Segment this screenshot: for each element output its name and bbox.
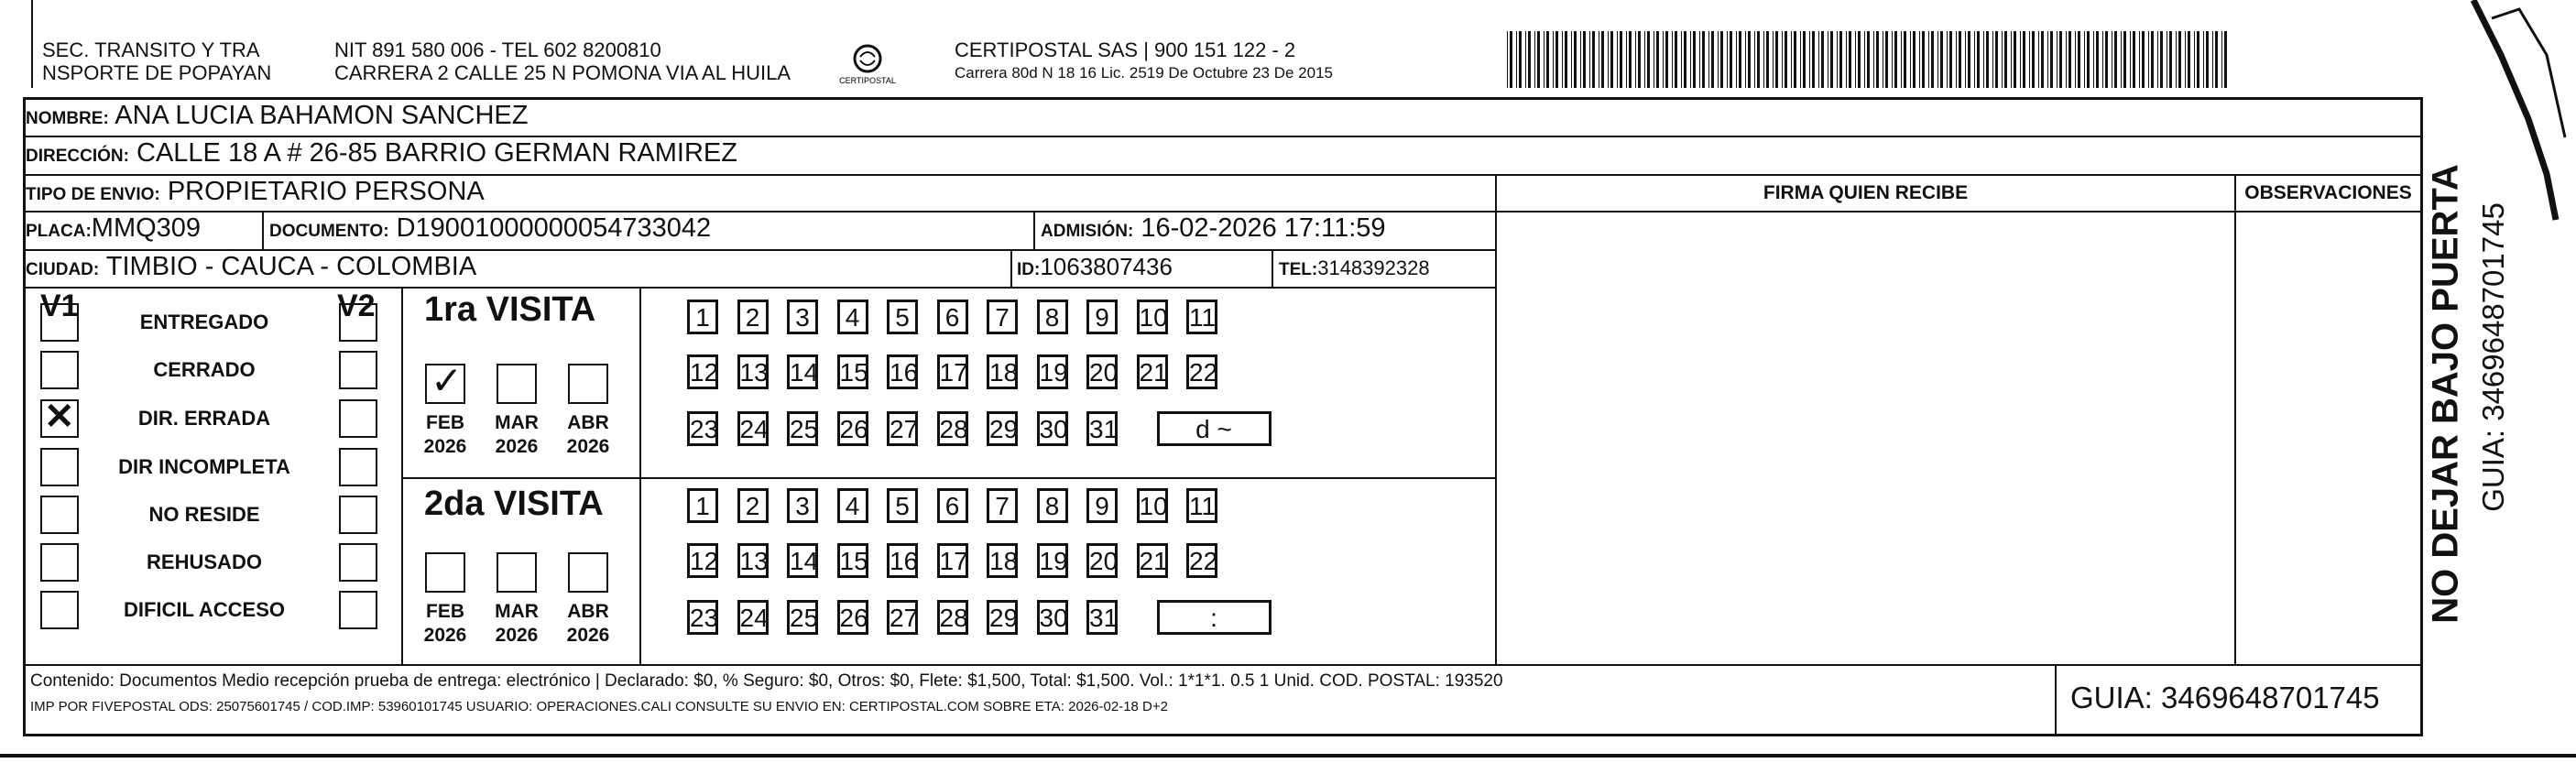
day-box[interactable]: 2 [737, 300, 769, 334]
status-v1-checkbox[interactable] [40, 543, 79, 582]
status-v2-checkbox[interactable] [339, 351, 377, 389]
row-direccion [26, 137, 2420, 176]
status-v1-checkbox[interactable] [40, 448, 79, 486]
id-divider [1010, 251, 1012, 287]
status-label: DIFICIL ACCESO [123, 598, 285, 621]
direccion-value: CALLE 18 A # 26-85 BARRIO GERMAN RAMIREZ [136, 138, 737, 168]
observaciones-header: OBSERVACIONES [2236, 176, 2420, 213]
day-box[interactable]: 3 [787, 300, 818, 334]
month-label: ABR [567, 601, 609, 622]
status-v1-checkbox[interactable] [40, 496, 79, 534]
day-box[interactable]: 28 [937, 600, 968, 635]
day-box[interactable]: 13 [737, 543, 769, 578]
month-checkbox[interactable] [497, 364, 537, 404]
ciudad-value: TIMBIO - CAUCA - COLOMBIA [105, 252, 477, 281]
day-box[interactable]: 27 [887, 411, 918, 446]
day-box[interactable]: 8 [1037, 488, 1068, 523]
month-label: ABR [567, 412, 609, 433]
time-box[interactable]: d ⁠~ [1157, 411, 1272, 446]
day-box[interactable]: 17 [937, 543, 968, 578]
direccion-label: DIRECCIÓN: [26, 147, 129, 166]
day-box[interactable]: 21 [1137, 543, 1168, 578]
day-box[interactable]: 25 [787, 600, 818, 635]
day-box[interactable]: 1 [687, 300, 718, 334]
month-label: FEB [426, 412, 464, 433]
day-box[interactable]: 4 [837, 300, 868, 334]
status-v2-checkbox[interactable] [339, 591, 377, 629]
firma-header: FIRMA QUIEN RECIBE [1497, 176, 2234, 213]
day-box[interactable]: 19 [1037, 354, 1068, 389]
month-checkbox[interactable] [425, 552, 465, 593]
status-v1-checkbox[interactable] [40, 351, 79, 389]
month-label: MAR [495, 412, 539, 433]
row-tipo [26, 176, 1495, 213]
month-checkbox[interactable] [568, 552, 608, 593]
row-nombre [26, 100, 2420, 137]
sender-line-2: NSPORTE DE POPAYAN [42, 61, 272, 84]
admision-value: 16-02-2026 17:11:59 [1141, 213, 1386, 243]
day-box[interactable]: 22 [1186, 543, 1217, 578]
documento-label: DOCUMENTO: [269, 222, 389, 241]
month-checkbox[interactable] [497, 552, 537, 593]
day-box[interactable]: 28 [937, 411, 968, 446]
day-box[interactable]: 29 [987, 600, 1018, 635]
status-label: ENTREGADO [139, 311, 269, 333]
svg-text:CERTIPOSTAL: CERTIPOSTAL [839, 76, 896, 85]
day-box[interactable]: 9 [1086, 300, 1118, 334]
footer-line-2: IMP POR FIVEPOSTAL ODS: 25075601745 / COD.IMP: 53960101745 USUARIO: OPERACIONES.CALI CONSULTE SU ENVIO EN: CERTIPOSTAL.COM SOBRE ETA: 2026-02-18 D+2 [30, 699, 1168, 714]
year-label: 2026 [566, 436, 610, 457]
row-ciudad [26, 251, 1495, 289]
v1-label: V1 [40, 289, 79, 323]
status-v1-checkbox[interactable] [40, 303, 79, 342]
day-box[interactable]: 23 [687, 600, 718, 635]
day-box[interactable]: 10 [1137, 300, 1168, 334]
day-box[interactable]: 23 [687, 411, 718, 446]
month-checkbox[interactable] [568, 364, 608, 404]
id-value: 1063807436 [1040, 253, 1173, 280]
day-box[interactable]: 19 [1037, 543, 1068, 578]
bottom-edge [0, 754, 2576, 758]
row-placa [26, 213, 1495, 251]
day-box[interactable]: 6 [937, 300, 968, 334]
day-box[interactable]: 11 [1186, 488, 1217, 523]
day-box[interactable]: 29 [987, 411, 1018, 446]
day-box[interactable]: 7 [987, 488, 1018, 523]
barcode [1507, 31, 2240, 88]
status-label: CERRADO [153, 358, 256, 381]
day-box[interactable]: 20 [1086, 543, 1118, 578]
month-label: MAR [495, 601, 539, 622]
day-box[interactable]: 5 [887, 300, 918, 334]
day-box[interactable]: 2 [737, 488, 769, 523]
tel-divider [1272, 251, 1273, 287]
visit-1-title: 1ra VISITA [424, 290, 596, 329]
day-box[interactable]: 30 [1037, 600, 1068, 635]
admision-label: ADMISIÓN: [1041, 222, 1134, 241]
day-box[interactable]: 14 [787, 354, 818, 389]
nombre-value: ANA LUCIA BAHAMON SANCHEZ [115, 101, 529, 130]
year-label: 2026 [423, 436, 467, 457]
placa-divider [262, 213, 264, 249]
company-line: CERTIPOSTAL SAS | 900 151 122 - 2 [955, 38, 1296, 61]
day-box[interactable]: 24 [737, 411, 769, 446]
nombre-label: NOMBRE: [26, 109, 109, 128]
day-box[interactable]: 21 [1137, 354, 1168, 389]
year-label: 2026 [495, 625, 539, 646]
day-box[interactable]: 15 [837, 354, 868, 389]
day-box[interactable]: 25 [787, 411, 818, 446]
day-box[interactable]: 11 [1186, 300, 1217, 334]
status-v2-checkbox[interactable] [339, 399, 377, 438]
status-v2-checkbox[interactable] [339, 496, 377, 534]
admision-divider [1033, 213, 1035, 249]
day-box[interactable]: 16 [887, 543, 918, 578]
day-box[interactable]: 22 [1186, 354, 1217, 389]
footer-guia: GUIA: 3469648701745 [2070, 681, 2380, 714]
day-box[interactable]: 9 [1086, 488, 1118, 523]
day-box[interactable]: 18 [987, 354, 1018, 389]
day-box[interactable]: 18 [987, 543, 1018, 578]
certipostal-logo [835, 40, 900, 92]
day-box[interactable]: 26 [837, 411, 868, 446]
guia-vertical: GUIA: 3469648701745 [2476, 202, 2510, 512]
day-box[interactable]: 4 [837, 488, 868, 523]
header-left-rule [31, 0, 33, 88]
status-v2-checkbox[interactable] [339, 303, 377, 342]
day-box[interactable]: 26 [837, 600, 868, 635]
status-label: NO RESIDE [148, 503, 260, 526]
day-box[interactable]: 10 [1137, 488, 1168, 523]
month-label: FEB [426, 601, 464, 622]
day-box[interactable]: 7 [987, 300, 1018, 334]
address-line: CARRERA 2 CALLE 25 N POMONA VIA AL HUILA [334, 61, 791, 84]
footer-divider [26, 664, 2420, 666]
month-checkbox[interactable] [425, 359, 465, 404]
check-mark-icon: ✕ [44, 397, 75, 437]
day-box[interactable]: 17 [937, 354, 968, 389]
check-mark-icon: ✓ [431, 359, 464, 402]
day-box[interactable]: 31 [1086, 411, 1118, 446]
documento-value: D19001000000054733042 [396, 213, 712, 243]
status-divider [401, 289, 403, 664]
status-v1-checkbox[interactable] [40, 591, 79, 629]
day-box[interactable]: 16 [887, 354, 918, 389]
placa-label: PLACA: [26, 222, 92, 241]
day-box[interactable]: 15 [837, 543, 868, 578]
sender-line-1: SEC. TRANSITO Y TRA [42, 38, 260, 61]
nit-line: NIT 891 580 006 - TEL 602 8200810 [334, 38, 661, 61]
no-dejar-bajo-puerta: NO DEJAR BAJO PUERTA [2425, 164, 2466, 624]
status-v2-checkbox[interactable] [339, 543, 377, 582]
observaciones-column-divider [2234, 176, 2236, 664]
footer-guia-divider [2055, 664, 2057, 734]
day-box[interactable]: 14 [787, 543, 818, 578]
month-divider [639, 289, 641, 664]
year-label: 2026 [495, 436, 539, 457]
id-label: ID: [1017, 260, 1041, 279]
license-line: Carrera 80d N 18 16 Lic. 2519 De Octubre 23 De 2015 [955, 64, 1333, 82]
status-label: DIR. ERRADA [137, 407, 271, 430]
day-box[interactable]: 31 [1086, 600, 1118, 635]
status-v2-checkbox[interactable] [339, 448, 377, 486]
visit-2-title: 2da VISITA [424, 485, 604, 523]
shipping-form [23, 97, 2423, 736]
tipo-value: PROPIETARIO PERSONA [167, 177, 485, 206]
year-label: 2026 [566, 625, 610, 646]
day-box[interactable]: 8 [1037, 300, 1068, 334]
day-box[interactable]: 27 [887, 600, 918, 635]
firma-column-divider [1495, 176, 1497, 664]
day-box[interactable]: 6 [937, 488, 968, 523]
status-v1-checkbox[interactable] [40, 399, 79, 438]
day-box[interactable]: 20 [1086, 354, 1118, 389]
v2-label: V2 [337, 289, 376, 323]
day-box[interactable]: 5 [887, 488, 918, 523]
day-box[interactable]: 3 [787, 488, 818, 523]
status-label: REHUSADO [147, 550, 262, 573]
day-box[interactable]: 30 [1037, 411, 1068, 446]
status-label: DIR INCOMPLETA [118, 455, 290, 478]
ciudad-label: CIUDAD: [26, 260, 100, 279]
visit-divider [401, 477, 1495, 479]
footer-line-1: Contenido: Documentos Medio recepción prueba de entrega: electrónico | Declarado: $0, % Seguro: $0, Otros: $0, Flete: $1,500, Total: $1,500. Vol.: 1*1*1. 0.5 1 Unid. COD. POSTAL: 193520 [30, 671, 1503, 691]
day-box[interactable]: 13 [737, 354, 769, 389]
placa-value: MMQ309 [91, 213, 202, 243]
tipo-label: TIPO DE ENVIO: [26, 185, 160, 204]
tel-label: TEL: [1279, 260, 1318, 279]
day-box[interactable]: 1 [687, 488, 718, 523]
day-box[interactable]: 12 [687, 543, 718, 578]
day-box[interactable]: 24 [737, 600, 769, 635]
day-box[interactable]: 12 [687, 354, 718, 389]
year-label: 2026 [423, 625, 467, 646]
tel-value: 3148392328 [1317, 256, 1430, 279]
time-box[interactable]: : [1157, 600, 1272, 635]
